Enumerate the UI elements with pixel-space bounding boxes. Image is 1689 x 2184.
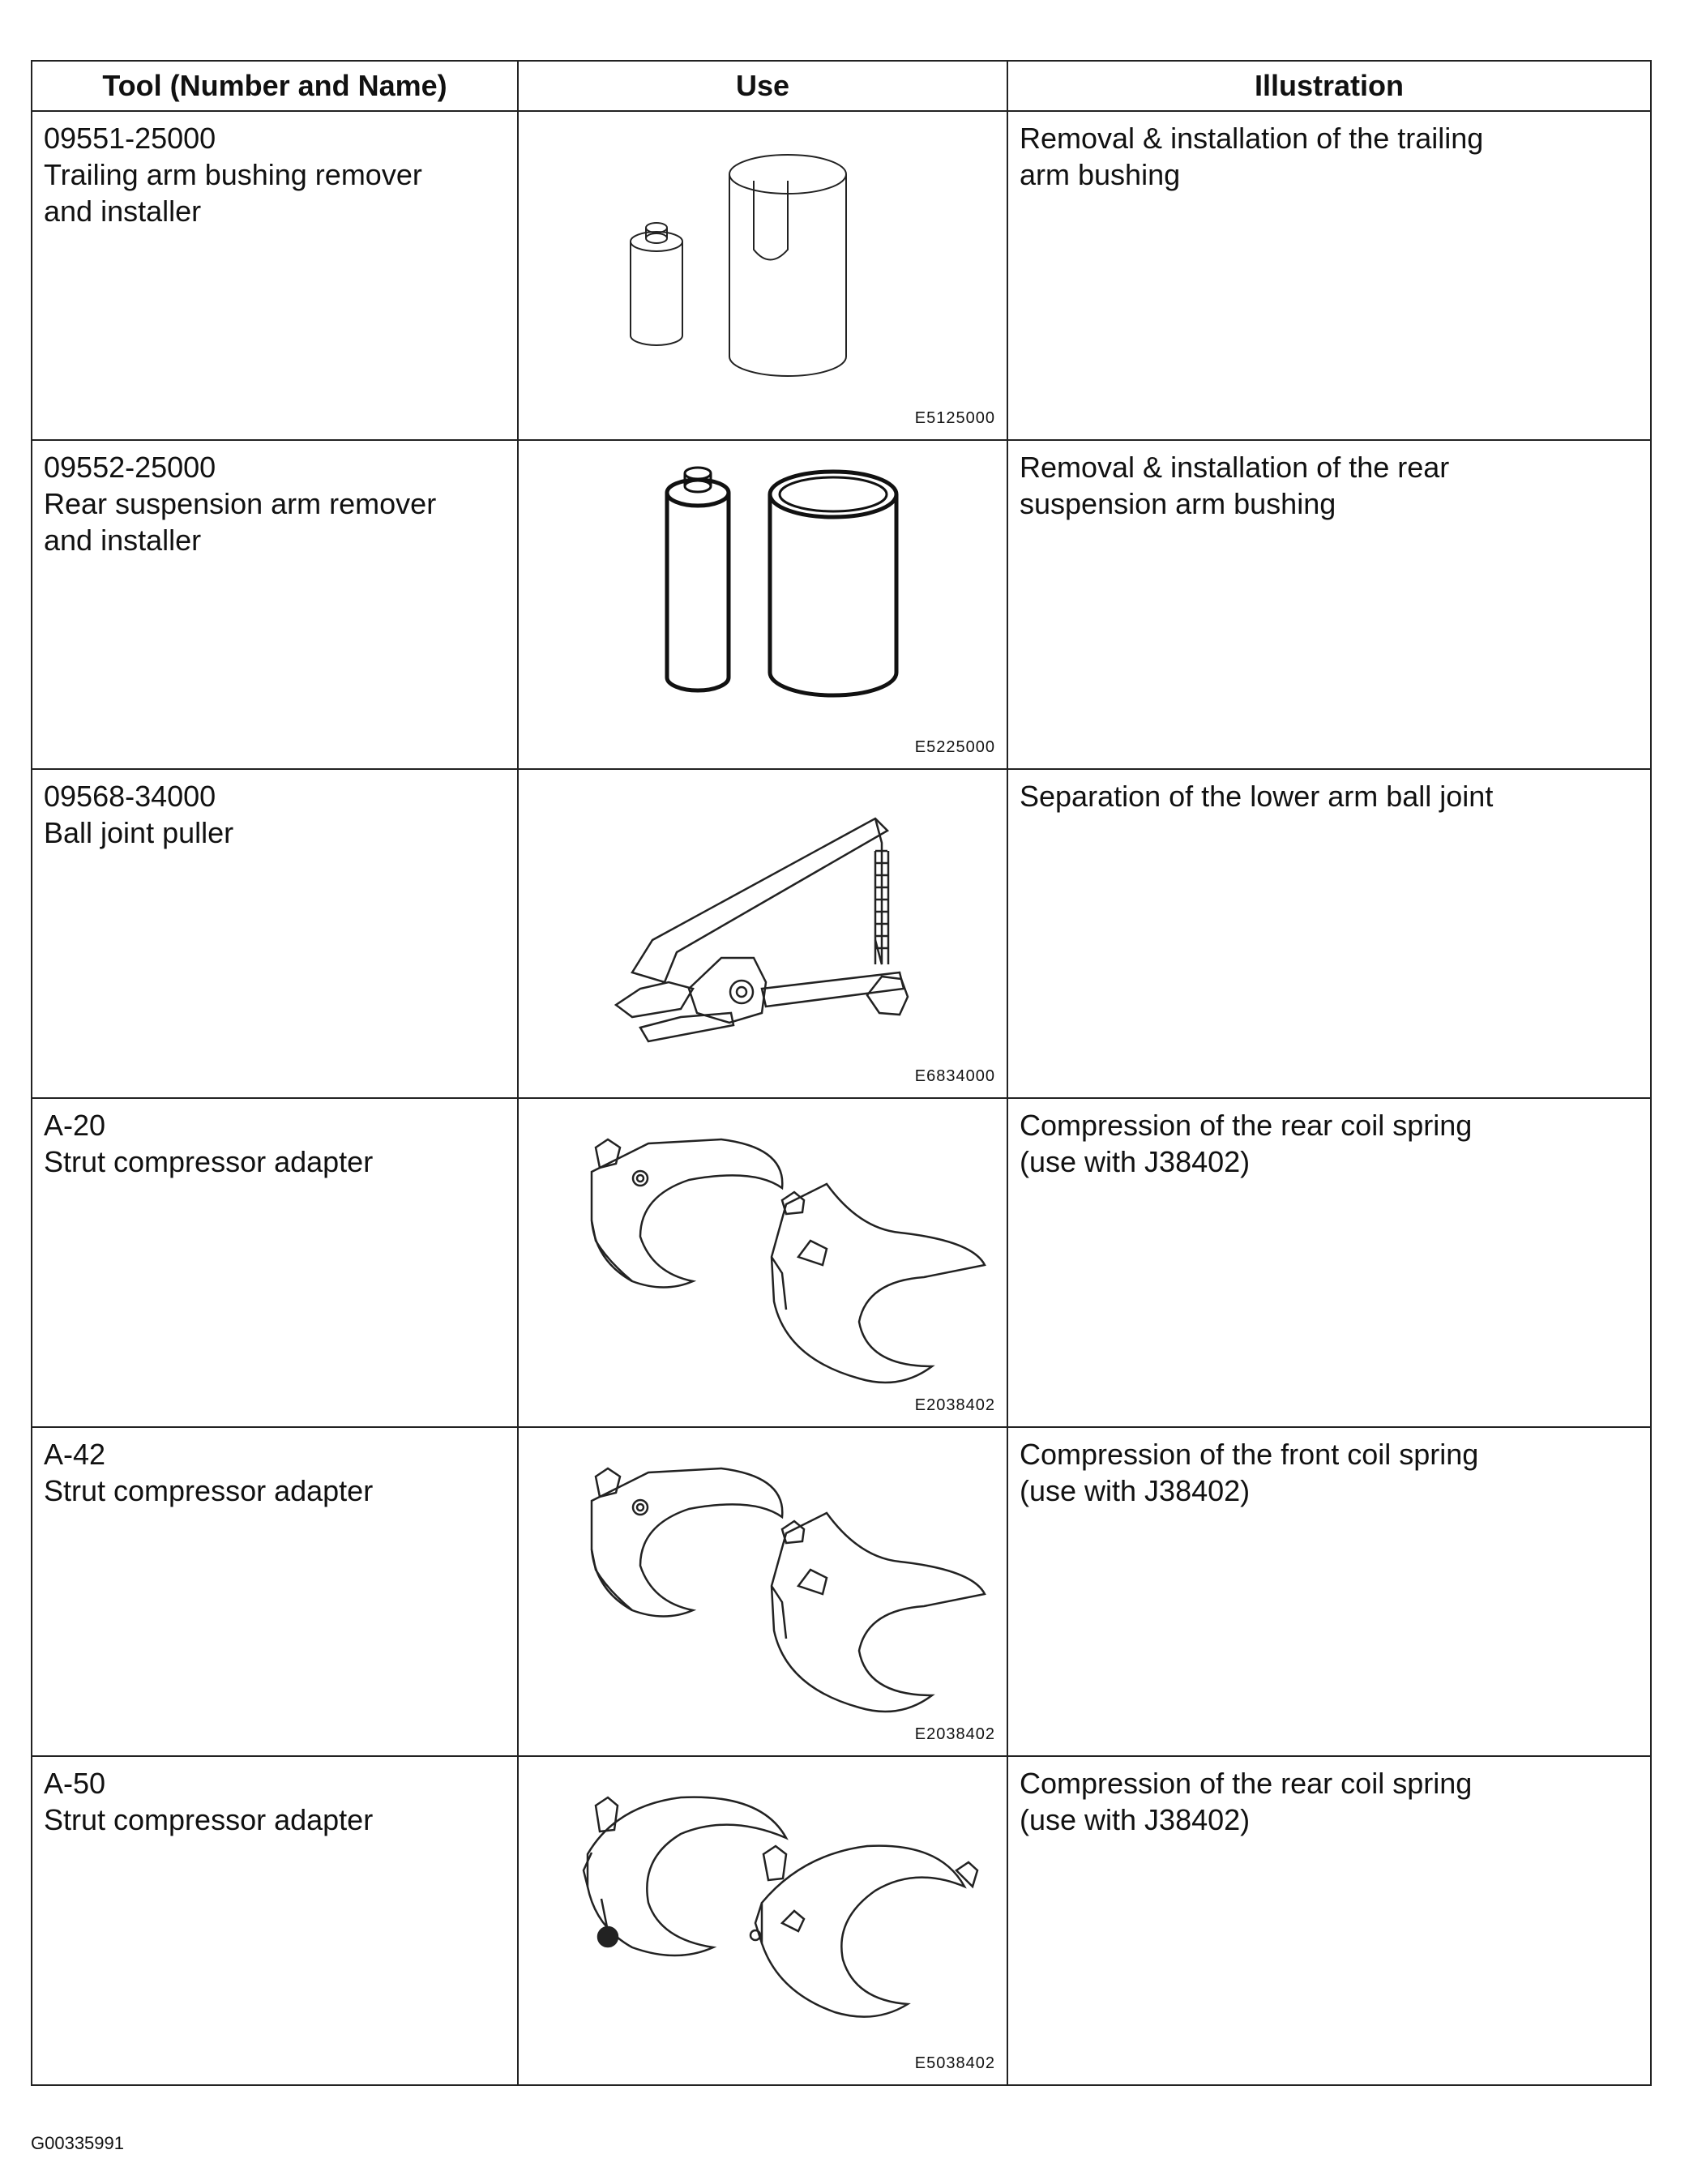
header-illustration: Illustration [1007,61,1651,111]
tool-cell [32,1427,518,1756]
arm-remover-icon [519,441,1008,768]
tool-number: 09551-25000 [44,122,216,155]
tool-number: A-50 [44,1767,106,1800]
strut-adapter-icon [519,1428,1008,1755]
bushing-remover-icon [519,112,1008,439]
tool-description: Separation of the lower arm ball joint [1020,780,1494,813]
tool-name: Strut compressor adapter [44,1474,374,1507]
document-code: G00335991 [31,2133,124,2153]
table-row [32,1427,1651,1756]
drawing-code: E2038402 [914,1396,995,1414]
picture-cell [518,769,1007,1098]
drawing-code: E5225000 [914,738,995,756]
description-cell [1007,1427,1651,1756]
tool-cell [32,111,518,440]
picture-cell [518,1756,1007,2085]
header-use: Use [518,61,1007,111]
tool-number: A-42 [44,1438,106,1471]
special-tools-table [31,60,1652,2086]
tool-description: Compression of the rear coil spring (use with J38402) [1020,1109,1473,1178]
tool-name: Strut compressor adapter [44,1145,374,1178]
tool-name: Rear suspension arm remover and installer [44,487,437,557]
tool-description: Compression of the rear coil spring (use with J38402) [1020,1767,1473,1836]
tool-name: Ball joint puller [44,816,234,849]
drawing-code: E5125000 [914,409,995,427]
tool-cell [32,1098,518,1427]
tool-name: Strut compressor adapter [44,1803,374,1836]
header-tool: Tool (Number and Name) [32,61,518,111]
description-cell [1007,1098,1651,1427]
picture-cell [518,111,1007,440]
tool-cell [32,1756,518,2085]
table-row [32,1756,1651,2085]
table-row [32,111,1651,440]
strut-adapter-icon [519,1757,1008,2084]
tool-number: 09552-25000 [44,451,216,484]
tool-cell [32,440,518,769]
drawing-code: E2038402 [914,1725,995,1743]
tool-number: 09568-34000 [44,780,216,813]
tool-name: Trailing arm bushing remover and installer [44,158,422,228]
drawing-code: E6834000 [914,1067,995,1085]
tool-cell [32,769,518,1098]
description-cell [1007,111,1651,440]
picture-cell [518,1427,1007,1756]
tool-description: Compression of the front coil spring (use with J38402) [1020,1438,1479,1507]
picture-cell [518,440,1007,769]
drawing-code: E5038402 [914,2054,995,2072]
tool-number: A-20 [44,1109,106,1142]
tool-description: Removal & installation of the trailing arm bushing [1020,122,1484,191]
table-header-row [32,61,1651,111]
description-cell [1007,1756,1651,2085]
table-row [32,769,1651,1098]
tool-description: Removal & installation of the rear suspension arm bushing [1020,451,1450,520]
strut-adapter-icon [519,1099,1008,1426]
description-cell [1007,769,1651,1098]
picture-cell [518,1098,1007,1427]
ball-joint-puller-icon [519,770,1008,1097]
description-cell [1007,440,1651,769]
table-row [32,1098,1651,1427]
table-row [32,440,1651,769]
